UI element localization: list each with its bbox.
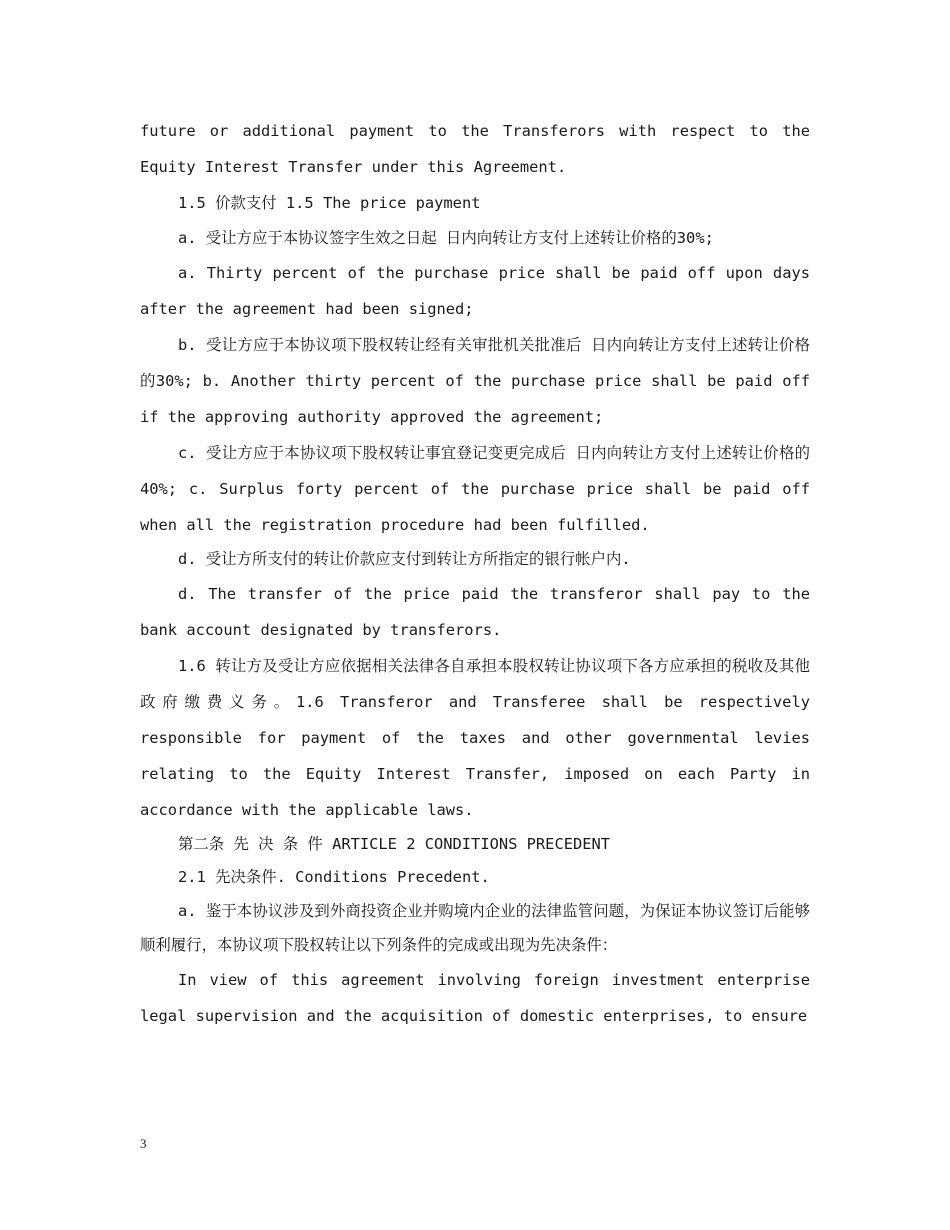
paragraph-section-2-1-a: a. 鉴于本协议涉及到外商投资企业并购境内企业的法律监管问题，为保证本协议签订后能够顺利履行，本协议项下股权转让以下列条件的完成或出现为先决条件： (140, 902, 810, 954)
paragraph-section-2-1-english: In view of this agreement involving foreign investment enterprise legal supervision and the acquisition of domestic enterprises, to ensure (140, 971, 810, 1025)
paragraph-section-2-1-heading: 2.1 先决条件. Conditions Precedent. (178, 868, 490, 886)
paragraph-item-c: c. 受让方应于本协议项下股权转让事宜登记变更完成后 日内向转让方支付上述转让价格的40%; c. Surplus forty percent of the purchase price shall be paid off when all the registration procedure had been fulfilled. (140, 444, 810, 534)
paragraph-item-a-chinese: a. 受让方应于本协议签字生效之日起 日内向转让方支付上述转让价格的30%; (178, 229, 714, 247)
paragraph-item-d-chinese: d. 受让方所支付的转让价款应支付到转让方所指定的银行帐户内. (178, 550, 631, 568)
article-2-heading: 第二条 先 决 条 件 ARTICLE 2 CONDITIONS PRECEDENT (178, 835, 611, 853)
paragraph-section-1-6: 1.6 转让方及受让方应依据相关法律各自承担本股权转让协议项下各方应承担的税收及其他政府缴费义务。1.6 Transferor and Transferee shall be respectively responsible for payment of the taxes and other governmental levies relating to the Equity Interest Transfer, imposed on each Party in accordance with the applicable laws. (140, 657, 810, 819)
page-number: 3 (140, 1136, 147, 1151)
paragraph-item-d-english: d. The transfer of the price paid the transferor shall pay to the bank account designated by transferors. (140, 585, 810, 639)
paragraph-continuation: future or additional payment to the Transferors with respect to the Equity Interest Transfer under this Agreement. (140, 122, 810, 176)
paragraph-item-b: b. 受让方应于本协议项下股权转让经有关审批机关批准后 日内向转让方支付上述转让价格的30%; b. Another thirty percent of the purchase price shall be paid off if the approving authority approved the agreement; (140, 336, 810, 426)
document-body (140, 113, 810, 1034)
paragraph-item-a-english: a. Thirty percent of the purchase price shall be paid off upon days after the agreement had been signed; (140, 264, 810, 318)
paragraph-section-1-5-heading: 1.5 价款支付 1.5 The price payment (178, 194, 481, 212)
